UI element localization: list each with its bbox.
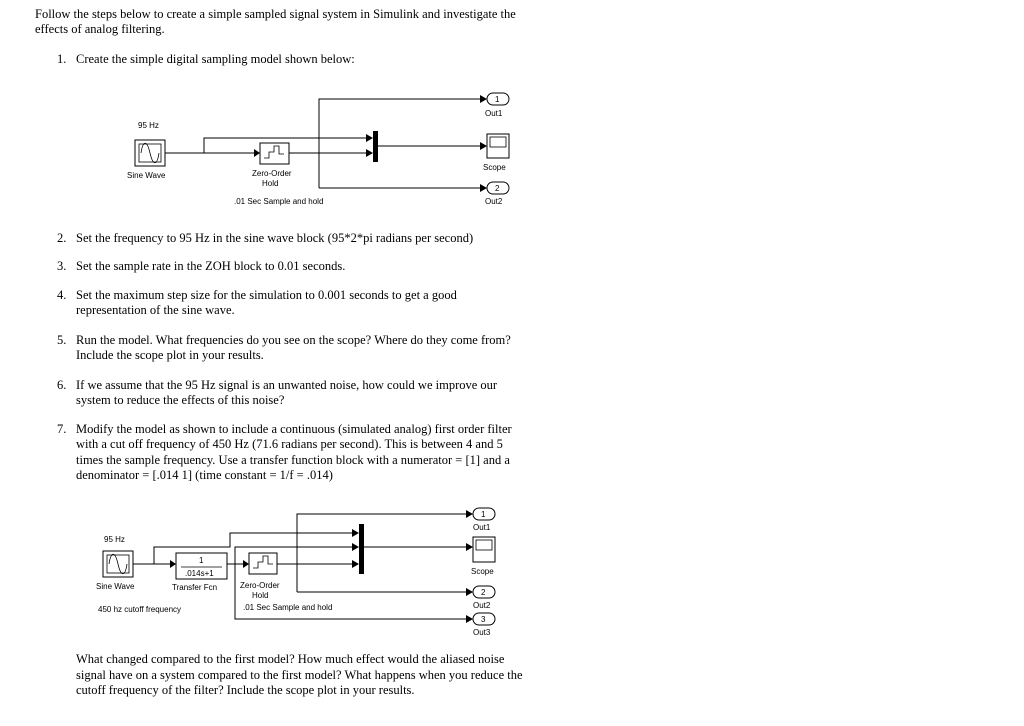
arrow-to-mux-1	[366, 134, 373, 142]
zoh-note: .01 Sec Sample and hold	[243, 603, 333, 612]
sine-wave-label: Sine Wave	[96, 582, 135, 591]
out1-label: Out1	[485, 109, 503, 118]
step-5-number: 5.	[57, 333, 67, 347]
arrow-to-scope	[480, 142, 487, 150]
wire-to-out1	[289, 99, 480, 153]
arrow-to-out1	[480, 95, 487, 103]
sine-freq-label: 95 Hz	[138, 121, 159, 130]
step-5-text-1: Run the model. What frequencies do you see on the scope? Where do they come from?	[76, 333, 511, 347]
arrow-to-mux-2	[366, 149, 373, 157]
scope-screen-icon	[490, 137, 506, 147]
wire-to-out1	[277, 514, 466, 564]
zoh-note: .01 Sec Sample and hold	[234, 197, 324, 206]
out2-number: 2	[495, 184, 500, 193]
tf-numerator: 1	[199, 556, 204, 565]
cutoff-note: 450 hz cutoff frequency	[98, 605, 182, 614]
arrow-to-out1	[466, 510, 473, 518]
step-5-text-2: Include the scope plot in your results.	[76, 348, 264, 362]
scope-label: Scope	[483, 163, 506, 172]
intro-line-2: effects of analog filtering.	[35, 22, 165, 36]
step-6-text-1: If we assume that the 95 Hz signal is an unwanted noise, how could we improve our	[76, 378, 498, 392]
zoh-label-2: Hold	[262, 179, 279, 188]
arrow-to-mux-2	[352, 543, 359, 551]
step-4-text-2: representation of the sine wave.	[76, 303, 235, 317]
step-6-text-2: system to reduce the effects of this noise?	[76, 393, 285, 407]
step-4-number: 4.	[57, 288, 67, 302]
out2-label: Out2	[485, 197, 503, 206]
intro-line-1: Follow the steps below to create a simple sampled signal system in Simulink and investigate the	[35, 7, 516, 21]
sine-freq-label: 95 Hz	[104, 535, 125, 544]
zoh-label-1: Zero-Order	[240, 581, 280, 590]
out2-number: 2	[481, 588, 486, 597]
step-7-text-3: times the sample frequency. Use a transfer function block with a numerator = [1] and a	[76, 453, 510, 467]
sine-wave-label: Sine Wave	[127, 171, 166, 180]
mux-bar	[373, 131, 378, 162]
out2-label: Out2	[473, 601, 491, 610]
arrow-to-zoh	[243, 560, 249, 568]
out1-label: Out1	[473, 523, 491, 532]
out1-number: 1	[481, 510, 486, 519]
transfer-fcn-label: Transfer Fcn	[172, 583, 218, 592]
arrow-to-out3	[466, 615, 473, 623]
closing-line-2: signal have on a system compared to the first model? What happens when you reduce the	[76, 668, 523, 682]
step-2-text: Set the frequency to 95 Hz in the sine wave block (95*2*pi radians per second)	[76, 231, 474, 245]
step-7-text-1: Modify the model as shown to include a continuous (simulated analog) first order filter	[76, 422, 512, 436]
step-7-text-2: with a cut off frequency of 450 Hz (71.6 radians per second). This is between 4 and 5	[76, 437, 503, 451]
closing-line-1: What changed compared to the first model? How much effect would the aliased noise	[76, 652, 505, 666]
arrow-to-out2	[466, 588, 473, 596]
mux-bar	[359, 524, 364, 574]
wire-sine-to-mux	[133, 533, 352, 564]
step-7-text-4: denominator = [.014 1] (time constant = 1/f = .014)	[76, 468, 333, 482]
simulink-model-2	[0, 502, 560, 642]
simulink-model-1	[0, 88, 560, 213]
step-3-number: 3.	[57, 259, 67, 273]
arrow-to-tf	[170, 560, 176, 568]
step-7-number: 7.	[57, 422, 67, 436]
out3-number: 3	[481, 615, 486, 624]
arrow-to-zoh	[254, 149, 260, 157]
zoh-label-1: Zero-Order	[252, 169, 292, 178]
closing-line-3: cutoff frequency of the filter? Include the scope plot in your results.	[76, 683, 415, 697]
tf-denominator: .014s+1	[185, 569, 214, 578]
step-1-number: 1.	[57, 52, 67, 66]
scope-screen-icon	[476, 540, 492, 550]
scope-label: Scope	[471, 567, 494, 576]
out3-label: Out3	[473, 628, 491, 637]
out1-number: 1	[495, 95, 500, 104]
arrow-to-mux-1	[352, 529, 359, 537]
step-4-text-1: Set the maximum step size for the simulation to 0.001 seconds to get a good	[76, 288, 457, 302]
arrow-to-out2	[480, 184, 487, 192]
step-6-number: 6.	[57, 378, 67, 392]
arrow-to-mux-3	[352, 560, 359, 568]
step-3-text: Set the sample rate in the ZOH block to 0.01 seconds.	[76, 259, 346, 273]
zoh-label-2: Hold	[252, 591, 269, 600]
arrow-to-scope	[466, 543, 473, 551]
step-1-text: Create the simple digital sampling model shown below:	[76, 52, 355, 66]
step-2-number: 2.	[57, 231, 67, 245]
